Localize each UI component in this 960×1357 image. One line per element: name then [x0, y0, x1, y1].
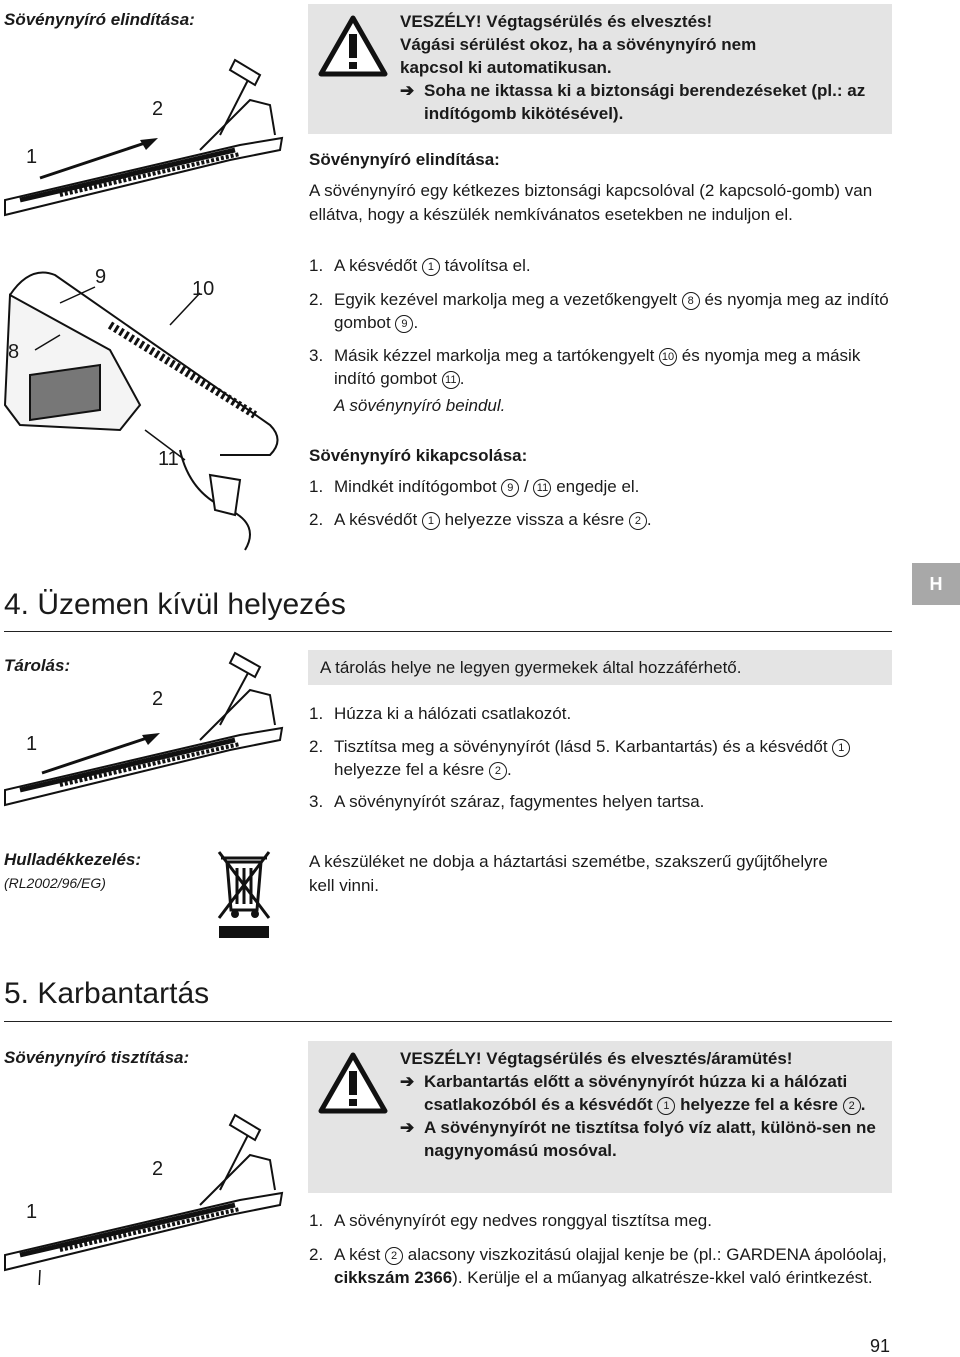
- storage-note-box: [308, 650, 892, 685]
- figure-trimmer-blade-2: [0, 645, 290, 815]
- stop-step-2: [309, 508, 889, 531]
- step-text: és nyomja meg az indító gombot: [334, 290, 889, 332]
- circled-11: 11: [533, 479, 551, 497]
- arrow-icon: ➔: [400, 81, 415, 100]
- step-number: 1.: [309, 256, 324, 275]
- callout-1: 1: [26, 733, 38, 755]
- warning1-line3: kapcsol ki automatikusan.: [400, 58, 612, 77]
- arrow-icon: ➔: [400, 1118, 415, 1137]
- label-start: Sövénynyíró elindítása:: [4, 10, 195, 29]
- step-text: Tisztítsa meg a sövénynyírót (lásd 5. Karbantartás) és a késvédőt: [334, 737, 828, 756]
- disposal-text: A készüléket ne dobja a háztartási szemétbe, szakszerű gyűjtőhelyre kell vinni.: [309, 852, 828, 895]
- section5-rule: [4, 1021, 892, 1022]
- section4-rule: [4, 631, 892, 632]
- start-heading: Sövénynyíró elindítása:: [309, 150, 500, 169]
- step-number: 3.: [309, 346, 324, 365]
- step-text: Húzza ki a hálózati csatlakozót.: [334, 704, 572, 723]
- step-number: 2.: [309, 510, 324, 529]
- step-text: .: [459, 369, 465, 388]
- storage-step-2: [309, 735, 889, 781]
- warning1-bullet1: Soha ne iktassa ki a biztonsági berendezéseket (pl.: az indítógomb kikötésével).: [424, 81, 866, 123]
- circled-8: 8: [682, 292, 700, 310]
- step-text: .: [506, 760, 512, 779]
- figure-trimmer-handle: [0, 255, 300, 555]
- step-number: 1.: [309, 704, 324, 723]
- step-text: Egyik kezével markolja meg a vezetőkengyelt: [334, 290, 677, 309]
- section5-title: 5. Karbantartás: [4, 977, 210, 1010]
- weee-bin-icon: [215, 848, 273, 940]
- step-text: Mindkét indítógombot: [334, 477, 497, 496]
- step-text: A késvédőt: [334, 256, 418, 275]
- step-text: helyezze vissza a késre: [444, 510, 625, 529]
- stop-heading: Sövénynyíró kikapcsolása:: [309, 446, 528, 465]
- step-text: Másik kézzel markolja meg a tartókengyelt: [334, 346, 655, 365]
- step-number: 3.: [309, 792, 324, 811]
- warning2-title: VESZÉLY! Végtagsérülés és elvesztés/áramütés!: [400, 1049, 793, 1068]
- warning2-bullet1c: .: [860, 1095, 866, 1114]
- step-text: engedje el.: [556, 477, 640, 496]
- circled-1: 1: [422, 512, 440, 530]
- step-number: 1.: [309, 1211, 324, 1230]
- start-intro: A sövénynyíró egy kétkezes biztonsági kapcsolóval (2 kapcsoló-gomb) van ellátva, hogy a készülék nemkívánatos esetekben ne induljon el.: [309, 181, 873, 224]
- step-text: A sövénynyírót egy nedves ronggyal tisztítsa meg.: [334, 1211, 712, 1230]
- page-number: 91: [870, 1336, 891, 1356]
- callout-10: 10: [192, 278, 215, 300]
- storage-step-3: [309, 790, 889, 813]
- cleaning-step-2: [309, 1243, 889, 1289]
- step-text: helyezze fel a késre: [334, 760, 485, 779]
- storage-note: A tárolás helye ne legyen gyermekek által hozzáférhető.: [320, 658, 742, 677]
- label-storage: Tárolás:: [4, 656, 71, 675]
- circled-9: 9: [395, 315, 413, 333]
- warning-box-1: [308, 4, 892, 134]
- start-result: A sövénynyíró beindul.: [334, 396, 506, 415]
- step-text: .: [646, 510, 652, 529]
- callout-11: 11: [158, 448, 179, 470]
- start-step-1: [309, 254, 889, 277]
- circled-2: 2: [629, 512, 647, 530]
- start-step-2: [309, 288, 889, 334]
- step-text: és nyomja meg a másik indító gombot: [334, 346, 861, 388]
- warning2-bullet1a: Karbantartás előtt a sövénynyírót húzza ki a hálózati csatlakozóból és a késvédőt: [424, 1072, 848, 1114]
- step-text: A sövénynyírót száraz, fagymentes helyen tartsa.: [334, 792, 705, 811]
- figure-trimmer-blade-1: [0, 50, 290, 230]
- step-number: 1.: [309, 477, 324, 496]
- circled-10: 10: [659, 348, 677, 366]
- section4-title: 4. Üzemen kívül helyezés: [4, 588, 346, 621]
- label-disposal: Hulladékkezelés:: [4, 850, 142, 869]
- callout-9: 9: [95, 266, 107, 288]
- callout-1: 1: [26, 146, 38, 168]
- callout-2: 2: [152, 98, 164, 120]
- circled-1: 1: [422, 258, 440, 276]
- circled-11: 11: [442, 371, 460, 389]
- circled-1: 1: [657, 1097, 675, 1115]
- circled-9: 9: [501, 479, 519, 497]
- callout-2: 2: [152, 688, 164, 710]
- arrow-icon: ➔: [400, 1072, 415, 1091]
- separator: /: [524, 477, 529, 496]
- language-tab: H: [912, 563, 960, 605]
- callout-8: 8: [8, 341, 20, 363]
- warning1-line2: Vágási sérülést okoz, ha a sövénynyíró nem: [400, 35, 757, 54]
- step-text: alacsony viszkozitású olajjal kenje be (pl.: GARDENA ápolóolaj,: [407, 1245, 887, 1264]
- circled-2: 2: [385, 1247, 403, 1265]
- warning-icon: [318, 1051, 388, 1115]
- storage-step-1: [309, 702, 889, 725]
- step-text: távolítsa el.: [444, 256, 531, 275]
- step-text: .: [413, 313, 419, 332]
- step-number: 2.: [309, 290, 324, 309]
- cleaning-step-1: [309, 1209, 889, 1232]
- circled-2: 2: [489, 762, 507, 780]
- step-text: A kést: [334, 1245, 381, 1264]
- warning2-bullet1b: helyezze fel a késre: [680, 1095, 838, 1114]
- label-disposal-sub: (RL2002/96/EG): [4, 875, 106, 891]
- label-cleaning: Sövénynyíró tisztítása:: [4, 1048, 190, 1067]
- warning-box-2: [308, 1041, 892, 1193]
- step-number: 2.: [309, 1245, 324, 1264]
- step-text: A késvédőt: [334, 510, 418, 529]
- figure-trimmer-blade-3: [0, 1105, 290, 1285]
- step-text: ). Kerülje el a műanyag alkatrésze-kkel való érintkezést.: [452, 1268, 873, 1287]
- circled-2: 2: [843, 1097, 861, 1115]
- warning-icon: [318, 14, 388, 78]
- stop-step-1: [309, 475, 889, 498]
- warning1-title: VESZÉLY! Végtagsérülés és elvesztés!: [400, 12, 713, 31]
- article-number: cikkszám 2366: [334, 1268, 453, 1287]
- step-number: 2.: [309, 737, 324, 756]
- callout-1: 1: [26, 1201, 38, 1223]
- warning2-bullet2: A sövénynyírót ne tisztítsa folyó víz alatt, különö-sen ne nagynyomású mosóval.: [424, 1118, 876, 1160]
- circled-1: 1: [832, 739, 850, 757]
- start-step-3: [309, 344, 889, 390]
- callout-2: 2: [152, 1158, 164, 1180]
